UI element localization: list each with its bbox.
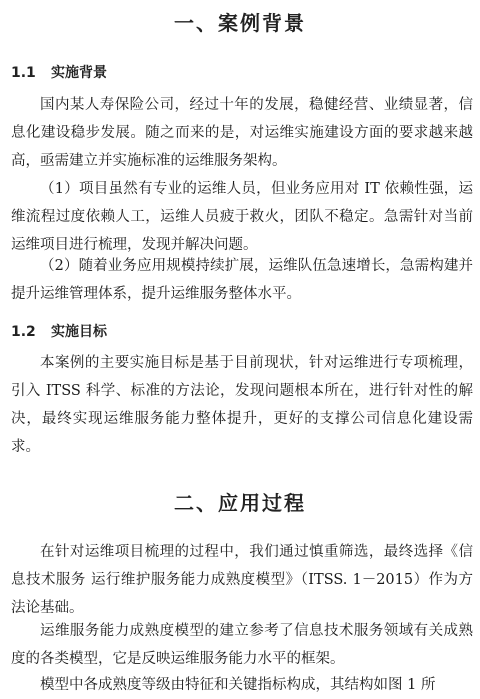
paragraph: 在针对运维项目梳理的过程中，我们通过慎重筛选，最终选择《信息技术服务 运行维护服务能力成熟度模型》（ITSS. 1－2015）作为方法论基础。 xyxy=(11,544,473,616)
paragraph: （2）随着业务应用规模持续扩展，运维队伍急速增长，急需构建并提升运维管理体系，提升运维服务整体水平。 xyxy=(11,258,473,302)
paragraph: 本案例的主要实施目标是基于目前现状，针对运维进行专项梳理，引入 ITSS 科学、标准的方法论，发现问题根本所在，进行针对性的解决，最终实现运维服务能力整体提升，更好的支撑公司信息化建设需求。 xyxy=(11,355,473,455)
section-2-heading: 二、应用过程 xyxy=(174,491,306,515)
subsection-number: 1.1 xyxy=(11,65,36,81)
subsection-number: 1.2 xyxy=(11,324,36,340)
subsection-title: 实施目标 xyxy=(51,324,107,340)
paragraph: （1）项目虽然有专业的运维人员，但业务应用对 IT 依赖性强，运维流程过度依赖人工，运维人员疲于救火，团队不稳定。急需针对当前运维项目进行梳理，发现并解决问题。 xyxy=(11,181,473,253)
paragraph: 模型中各成熟度等级由特征和关键指标构成，其结构如图 1 所 xyxy=(40,677,436,693)
subsection-1-1-heading xyxy=(11,62,107,82)
paragraph: 运维服务能力成熟度模型的建立参考了信息技术服务领域有关成熟度的各类模型，它是反映运维服务能力水平的框架。 xyxy=(11,623,473,667)
paragraph: 国内某人寿保险公司，经过十年的发展，稳健经营、业绩显著，信息化建设稳步发展。随之而来的是，对运维实施建设方面的要求越来越高，亟需建立并实施标准的运维服务架构。 xyxy=(11,97,473,169)
subsection-title: 实施背景 xyxy=(51,65,107,81)
subsection-1-2-heading xyxy=(11,321,107,341)
section-1-heading: 一、案例背景 xyxy=(174,11,306,35)
